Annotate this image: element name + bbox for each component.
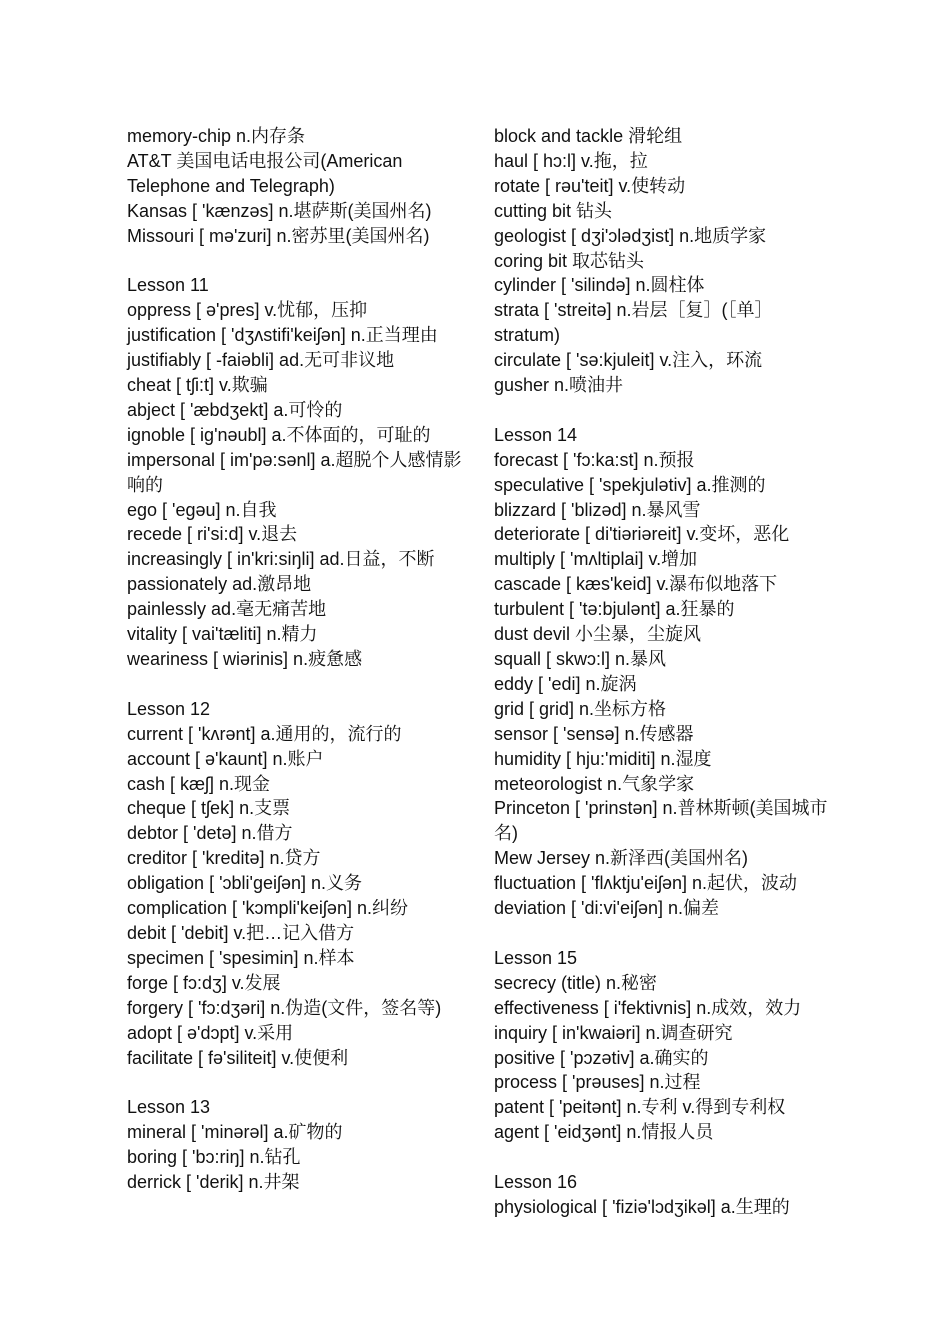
vocab-entry: boring [ 'bɔ:riŋ] n.钻孔 xyxy=(127,1147,301,1168)
lesson-heading-lesson-16: Lesson 16 xyxy=(494,1172,578,1193)
vocab-entry: deteriorate [ di'tiəriəreit] v.变坏，恶化 xyxy=(494,524,790,545)
vocab-entry: debit [ 'debit] v.把…记入借方 xyxy=(127,922,355,943)
vocab-entry: grid [ grid] n.坐标方格 xyxy=(494,698,667,719)
vocab-entry: increasingly [ in'kri:siŋli] ad.日益，不断 xyxy=(127,549,435,570)
vocab-entry: oppress [ ə'pres] v.忧郁，压抑 xyxy=(127,300,368,321)
lesson-heading-lesson-11: Lesson 11 xyxy=(127,275,209,296)
lesson-heading-lesson-13: Lesson 13 xyxy=(127,1097,211,1118)
vocab-entry: complication [ 'kɔmpli'keiʃən] n.纠纷 xyxy=(127,898,408,919)
vocab-entry: justification [ 'dʒʌstifi'keiʃən] n.正当理由 xyxy=(127,325,438,346)
vocab-entry: Mew Jersey n.新泽西(美国州名) xyxy=(494,848,749,869)
section-spacer xyxy=(127,1070,467,1095)
lesson-heading-lesson-15: Lesson 15 xyxy=(494,947,578,968)
vocab-entry: ego [ 'egəu] n.自我 xyxy=(127,499,277,520)
vocab-entry: abject [ 'æbdʒekt] a.可怜的 xyxy=(127,399,343,420)
vocab-entry: debtor [ 'detə] n.借方 xyxy=(127,823,293,844)
vocab-entry: positive [ 'pɔzətiv] a.确实的 xyxy=(494,1047,709,1068)
vocab-entry: inquiry [ in'kwaiəri] n.调查研究 xyxy=(494,1022,733,1043)
vocab-entry: specimen [ 'spesimin] n.样本 xyxy=(127,947,355,968)
vocab-entry: adopt [ ə'dɔpt] v.采用 xyxy=(127,1022,294,1043)
vocab-entry: current [ 'kʌrənt] a.通用的，流行的 xyxy=(127,723,402,744)
vocab-entry: cylinder [ 'silində] n.圆柱体 xyxy=(494,275,705,296)
vocab-entry: deviation [ 'di:vi'eiʃən] n.偏差 xyxy=(494,898,719,919)
vocab-entry: derrick [ 'derik] n.井架 xyxy=(127,1172,300,1193)
vocab-entry: vitality [ vai'tæliti] n.精力 xyxy=(127,624,318,645)
section-spacer xyxy=(127,249,467,274)
vocab-entry: recede [ ri'si:d] v.退去 xyxy=(127,524,298,545)
vocab-entry: Princeton [ 'prinstən] n.普林斯顿(美国城市名) xyxy=(494,798,828,844)
vocab-entry: speculative [ 'spekjulətiv] a.推测的 xyxy=(494,474,766,495)
vocab-entry: forecast [ 'fɔ:ka:st] n.预报 xyxy=(494,449,695,470)
right-column xyxy=(494,124,834,1220)
section-spacer xyxy=(494,1145,834,1170)
vocab-entry: secrecy (title) n.秘密 xyxy=(494,972,658,993)
vocab-entry: turbulent [ 'tə:bjulənt] a.狂暴的 xyxy=(494,599,735,620)
vocab-entry: cascade [ kæs'keid] v.瀑布似地落下 xyxy=(494,574,778,595)
vocab-entry: circulate [ 'sə:kjuleit] v.注入，环流 xyxy=(494,350,763,371)
vocab-entry: eddy [ 'edi] n.旋涡 xyxy=(494,673,637,694)
left-column xyxy=(127,124,467,1195)
vocab-entry: squall [ skwɔ:l] n.暴风 xyxy=(494,649,667,670)
vocab-entry: gusher n.喷油井 xyxy=(494,375,624,396)
vocab-entry: cheque [ tʃek] n.支票 xyxy=(127,798,291,819)
vocab-entry: ignoble [ ig'nəubl] a.不体面的，可耻的 xyxy=(127,424,431,445)
vocab-entry: obligation [ 'ɔbli'geiʃən] n.义务 xyxy=(127,873,363,894)
vocab-entry: forge [ fɔ:dʒ] v.发展 xyxy=(127,972,281,993)
vocab-entry: AT&T 美国电话电报公司(American Telephone and Telegraph) xyxy=(127,150,403,196)
vocab-entry: humidity [ hju:'miditi] n.湿度 xyxy=(494,748,712,769)
section-spacer xyxy=(494,398,834,423)
vocab-entry: blizzard [ 'blizəd] n.暴风雪 xyxy=(494,499,701,520)
vocab-entry: Kansas [ 'kænzəs] n.堪萨斯(美国州名) xyxy=(127,200,432,221)
vocab-entry: cheat [ tʃi:t] v.欺骗 xyxy=(127,375,268,396)
vocab-entry: memory-chip n.内存条 xyxy=(127,126,306,146)
vocab-entry: passionately ad.激昂地 xyxy=(127,574,312,595)
vocab-entry: geologist [ dʒi'ɔlədʒist] n.地质学家 xyxy=(494,225,767,246)
vocab-entry: haul [ hɔ:l] v.拖，拉 xyxy=(494,150,648,171)
vocab-entry: facilitate [ fə'siliteit] v.使便利 xyxy=(127,1047,349,1068)
vocab-entry: sensor [ 'sensə] n.传感器 xyxy=(494,723,694,744)
section-spacer xyxy=(494,921,834,946)
vocab-entry: physiological [ 'fiziə'lɔdʒikəl] a.生理的 xyxy=(494,1196,790,1217)
vocab-entry: agent [ 'eidʒənt] n.情报人员 xyxy=(494,1122,714,1143)
vocab-entry: weariness [ wiərinis] n.疲惫感 xyxy=(127,649,363,670)
vocab-entry: process [ 'prəuses] n.过程 xyxy=(494,1072,701,1093)
vocab-entry: rotate [ rəu'teit] v.使转动 xyxy=(494,175,686,196)
vocab-entry: block and tackle 滑轮组 xyxy=(494,126,683,146)
vocab-entry: dust devil 小尘暴，尘旋风 xyxy=(494,624,702,645)
vocab-entry: impersonal [ im'pə:sənl] a.超脱个人感情影响的 xyxy=(127,449,462,495)
vocab-entry: meteorologist n.气象学家 xyxy=(494,773,695,794)
vocab-entry: creditor [ 'kreditə] n.贷方 xyxy=(127,848,321,869)
vocab-entry: painlessly ad.毫无痛苦地 xyxy=(127,599,327,620)
vocab-entry: coring bit 取芯钻头 xyxy=(494,250,645,271)
vocab-entry: mineral [ 'minərəl] a.矿物的 xyxy=(127,1122,343,1143)
vocab-entry: patent [ 'peitənt] n.专利 v.得到专利权 xyxy=(494,1097,786,1118)
vocab-entry: fluctuation [ 'flʌktju'eiʃən] n.起伏，波动 xyxy=(494,873,797,894)
vocab-entry: justifiably [ -faiəbli] ad.无可非议地 xyxy=(127,350,395,371)
vocab-entry: multiply [ 'mʌltiplai] v.增加 xyxy=(494,549,698,570)
vocab-entry: strata [ 'streitə] n.岩层［复］(［单］stratum) xyxy=(494,300,773,346)
lesson-heading-lesson-14: Lesson 14 xyxy=(494,424,578,445)
lesson-heading-lesson-12: Lesson 12 xyxy=(127,698,211,719)
vocab-entry: cutting bit 钻头 xyxy=(494,200,613,221)
vocab-entry: effectiveness [ i'fektivnis] n.成效，效力 xyxy=(494,997,802,1018)
vocab-entry: forgery [ 'fɔ:dʒəri] n.伪造(文件，签名等) xyxy=(127,997,442,1018)
vocab-entry: Missouri [ mə'zuri] n.密苏里(美国州名) xyxy=(127,225,430,246)
section-spacer xyxy=(127,672,467,697)
vocab-entry: cash [ kæʃ] n.现金 xyxy=(127,773,271,794)
vocab-entry: account [ ə'kaunt] n.账户 xyxy=(127,748,324,769)
